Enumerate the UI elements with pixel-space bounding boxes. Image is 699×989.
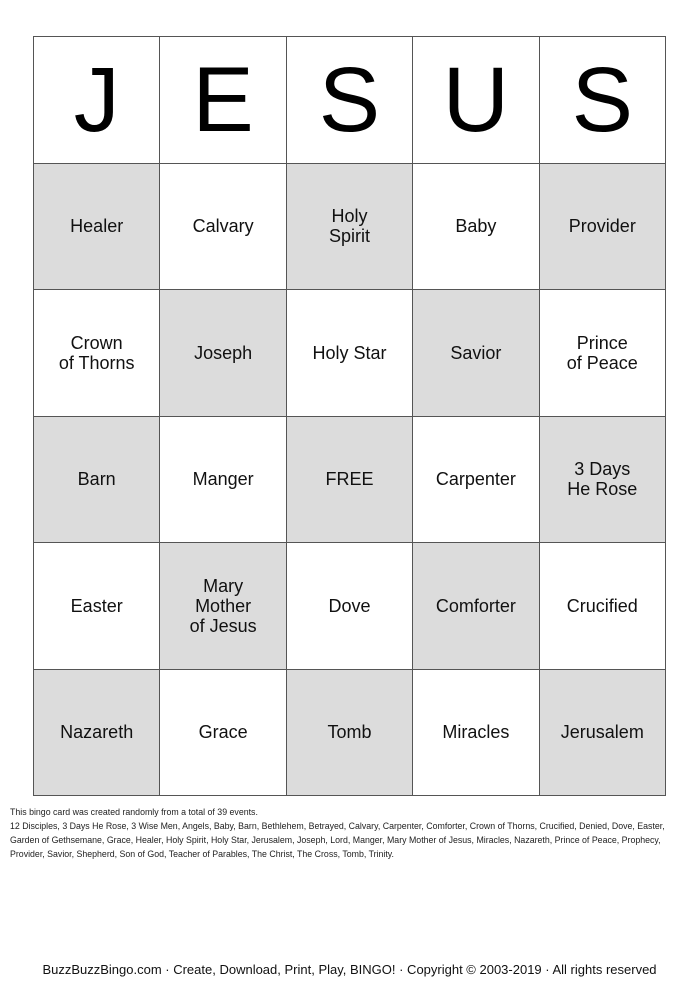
bingo-square (34, 417, 160, 544)
header-cell-j (34, 37, 160, 164)
square-label: Nazareth (60, 722, 134, 743)
square-label: Baby (455, 216, 497, 237)
bingo-square (34, 164, 160, 291)
bingo-square (287, 670, 413, 797)
bingo-square (160, 417, 286, 544)
square-label: Provider (568, 216, 636, 237)
free-square (287, 417, 413, 544)
square-label: Tomb (327, 722, 372, 743)
bingo-card (33, 36, 666, 796)
header-letter: U (442, 48, 510, 151)
bingo-square (287, 164, 413, 291)
square-label: Carpenter (435, 469, 516, 490)
header-letter: J (73, 48, 120, 151)
bingo-square (413, 290, 539, 417)
header-cell-s2 (540, 37, 666, 164)
square-label: Barn (77, 469, 116, 490)
header-letter: S (571, 48, 633, 151)
bingo-square (413, 670, 539, 797)
square-label: Calvary (192, 216, 254, 237)
bingo-square (540, 290, 666, 417)
bingo-square (34, 290, 160, 417)
square-label: Savior (450, 342, 502, 363)
bingo-square (540, 670, 666, 797)
square-label: Easter (70, 595, 123, 616)
square-label: Holy Spirit (328, 206, 370, 247)
bingo-square (413, 543, 539, 670)
square-label: Prince of Peace (566, 332, 638, 373)
header-cell-u (413, 37, 539, 164)
bingo-square (413, 164, 539, 291)
square-label: FREE (325, 469, 374, 490)
bingo-square (160, 543, 286, 670)
square-label: Manger (192, 469, 254, 490)
bingo-square (34, 670, 160, 797)
notes-event-list: 12 Disciples, 3 Days He Rose, 3 Wise Men, Angels, Baby, Barn, Bethlehem, Betrayed, Calvary, Carpenter, Comforter, Crown of Thorns, Crucified, Denied, Dove, Easter, Garden of Gethsemane, Grace, Healer, Holy Spirit, Holy Star, Jerusalem, Joseph, Lord, Manger, Mary Mother of Jesus, Miracles, Nazareth, Prince of Peace, Prophecy, Provider, Savior, Shepherd, Son of God, Teacher of Parables, The Christ, The Cross, Tomb, Trinity. (10, 821, 665, 859)
header-cell-e (160, 37, 286, 164)
notes-intro: This bingo card was created randomly from a total of 39 events. (10, 807, 258, 817)
bingo-square (287, 543, 413, 670)
square-label: Healer (70, 216, 124, 237)
bingo-square (160, 670, 286, 797)
square-label: Mary Mother of Jesus (189, 575, 257, 636)
bingo-square (34, 543, 160, 670)
square-label: Grace (198, 722, 248, 743)
square-label: Holy Star (312, 342, 387, 363)
square-label: Dove (328, 595, 371, 616)
square-label: Comforter (435, 595, 516, 616)
header-letter: E (192, 48, 254, 151)
header-letter: S (318, 48, 381, 151)
bingo-square (540, 543, 666, 670)
footer-copyright: BuzzBuzzBingo.com · Create, Download, Print, Play, BINGO! · Copyright © 2003-2019 · All rights reserved (42, 962, 657, 977)
bingo-square (540, 417, 666, 544)
square-label: Crucified (566, 595, 638, 616)
square-label: 3 Days He Rose (567, 459, 638, 500)
square-label: Crown of Thorns (58, 332, 135, 373)
square-label: Miracles (442, 722, 510, 743)
card-notes (10, 805, 690, 861)
bingo-square (160, 290, 286, 417)
bingo-square (160, 164, 286, 291)
bingo-square (540, 164, 666, 291)
bingo-square (413, 417, 539, 544)
bingo-square (287, 290, 413, 417)
header-cell-s (287, 37, 413, 164)
square-label: Jerusalem (560, 722, 644, 743)
square-label: Joseph (194, 342, 253, 363)
